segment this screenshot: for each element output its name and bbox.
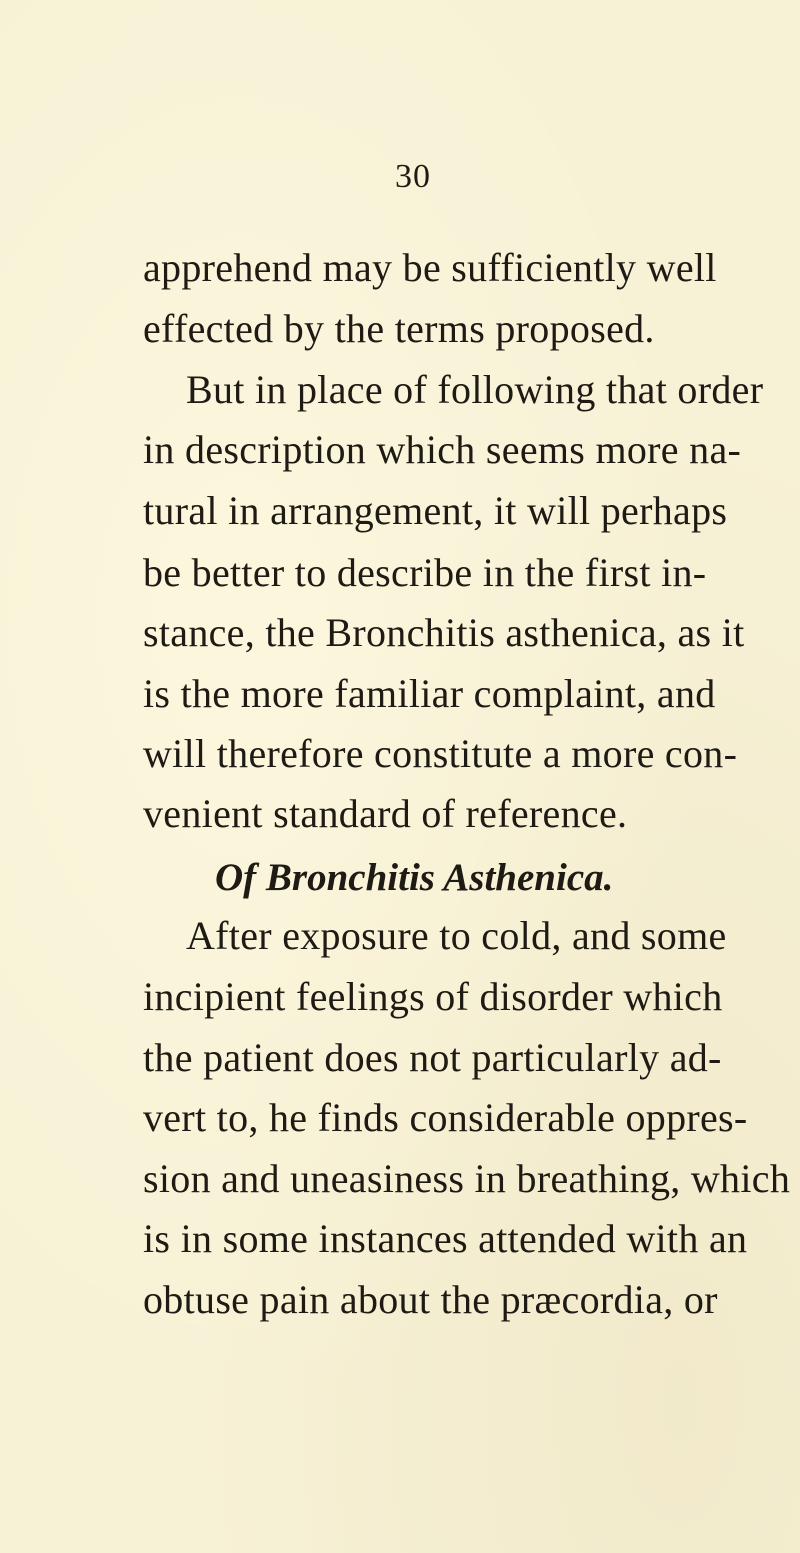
text-line: obtuse pain about the præcordia, or [143, 1277, 718, 1322]
text-line: venient standard of reference. [143, 791, 628, 836]
text-line: After exposure to cold, and some [186, 913, 727, 958]
text-line: be better to describe in the first in- [143, 550, 707, 595]
text-line: incipient feelings of disorder which [143, 974, 723, 1019]
text-line: apprehend may be sufficiently well [143, 245, 717, 290]
text-line: But in place of following that order [186, 367, 764, 412]
text-line: in description which seems more na- [143, 427, 742, 472]
text-line: vert to, he finds considerable oppres- [143, 1095, 748, 1140]
text-line: sion and uneasiness in breathing, which [143, 1156, 791, 1201]
text-line: stance, the Bronchitis asthenica, as it [143, 610, 745, 655]
text-line: is the more familiar complaint, and [143, 671, 716, 716]
text-line: tural in arrangement, it will perhaps [143, 488, 728, 533]
section-heading: Of Bronchitis Asthenica. [215, 856, 614, 899]
text-line: effected by the terms proposed. [143, 306, 655, 351]
text-line: is in some instances attended with an [143, 1216, 748, 1261]
text-line: the patient does not particularly ad- [143, 1035, 722, 1080]
page-number: 30 [395, 158, 431, 195]
text-line: will therefore constitute a more con- [143, 731, 738, 776]
